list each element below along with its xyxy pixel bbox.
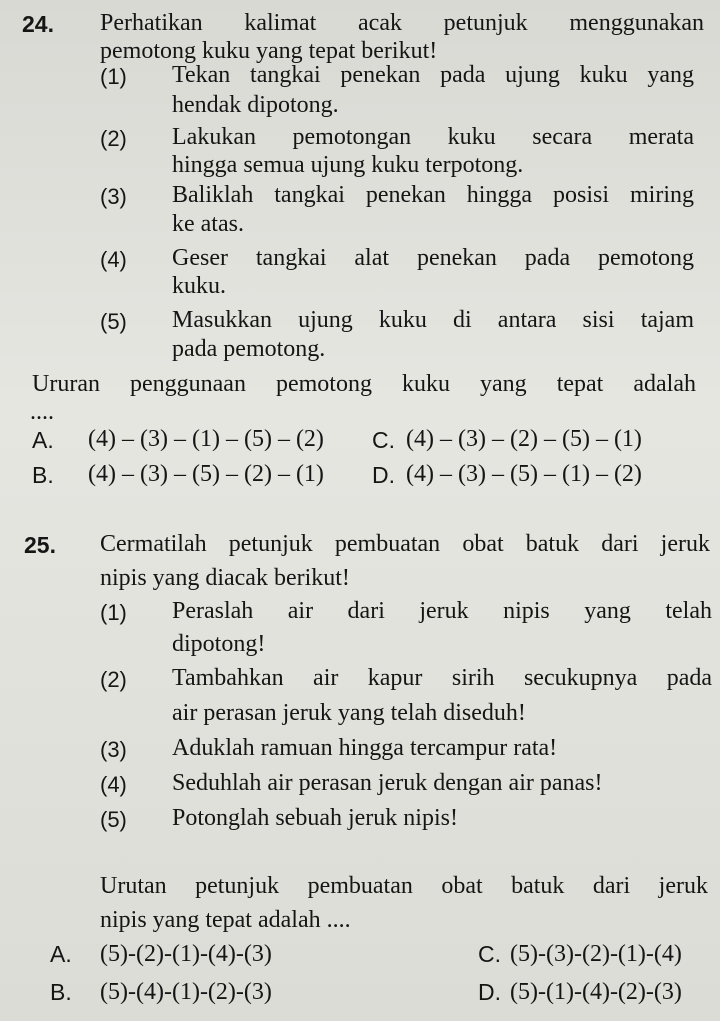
q25-option-d-letter: D. bbox=[478, 979, 501, 1005]
q24-step-5-marker: (5) bbox=[100, 309, 127, 334]
q24-option-a-letter: A. bbox=[32, 427, 54, 453]
q25-step-2-line2: air perasan jeruk yang telah diseduh! bbox=[172, 700, 526, 726]
question-25-intro-line2: nipis yang diacak berikut! bbox=[100, 565, 350, 591]
q24-option-c-letter: C. bbox=[372, 427, 395, 453]
q24-step-5-line2: pada pemotong. bbox=[172, 336, 326, 362]
q25-step-4-marker: (4) bbox=[100, 772, 127, 797]
q25-step-2-marker: (2) bbox=[100, 667, 127, 692]
q25-option-b-text: (5)-(4)-(1)-(2)-(3) bbox=[100, 979, 272, 1005]
q24-option-b-letter: B. bbox=[32, 462, 54, 488]
q25-option-a-text: (5)-(2)-(1)-(4)-(3) bbox=[100, 941, 272, 967]
q24-option-a-text: (4) – (3) – (1) – (5) – (2) bbox=[88, 426, 324, 452]
q24-option-b-text: (4) – (3) – (5) – (2) – (1) bbox=[88, 461, 324, 487]
question-24-number: 24. bbox=[22, 11, 54, 37]
question-25-number: 25. bbox=[24, 532, 56, 558]
q25-step-3-line1: Aduklah ramuan hingga tercampur rata! bbox=[172, 735, 558, 761]
q24-step-5-line1: Masukkan ujung kuku di antara sisi tajam bbox=[172, 307, 694, 333]
q24-option-c-text: (4) – (3) – (2) – (5) – (1) bbox=[406, 426, 642, 452]
question-25-prompt-line1: Urutan petunjuk pembuatan obat batuk dari jeruk bbox=[100, 873, 708, 899]
q25-option-c-letter: C. bbox=[478, 941, 501, 967]
q24-step-1-marker: (1) bbox=[100, 64, 127, 89]
q25-option-c-text: (5)-(3)-(2)-(1)-(4) bbox=[510, 941, 682, 967]
q24-step-4-line1: Geser tangkai alat penekan pada pemotong bbox=[172, 245, 694, 271]
question-24-prompt-line1: Ururan penggunaan pemotong kuku yang tepat adalah bbox=[32, 371, 696, 397]
q24-option-d-text: (4) – (3) – (5) – (1) – (2) bbox=[406, 461, 642, 487]
question-25-intro-line1: Cermatilah petunjuk pembuatan obat batuk dari jeruk bbox=[100, 531, 710, 557]
q24-step-3-marker: (3) bbox=[100, 184, 127, 209]
q24-step-4-marker: (4) bbox=[100, 247, 127, 272]
q25-option-b-letter: B. bbox=[50, 979, 72, 1005]
question-25-prompt-line2: nipis yang tepat adalah .... bbox=[100, 907, 351, 933]
q25-option-a-letter: A. bbox=[50, 941, 72, 967]
q25-step-3-marker: (3) bbox=[100, 737, 127, 762]
q25-step-5-line1: Potonglah sebuah jeruk nipis! bbox=[172, 805, 458, 831]
q24-step-2-marker: (2) bbox=[100, 126, 127, 151]
q24-step-2-line2: hingga semua ujung kuku terpotong. bbox=[172, 152, 524, 178]
q24-step-2-line1: Lakukan pemotongan kuku secara merata bbox=[172, 124, 694, 150]
q24-option-d-letter: D. bbox=[372, 462, 395, 488]
q25-step-2-line1: Tambahkan air kapur sirih secukupnya pada bbox=[172, 665, 712, 691]
question-24-intro-line1: Perhatikan kalimat acak petunjuk menggunakan bbox=[100, 10, 704, 36]
q24-step-1-line2: hendak dipotong. bbox=[172, 92, 339, 118]
question-24-intro-line2: pemotong kuku yang tepat berikut! bbox=[100, 38, 438, 64]
q24-step-3-line2: ke atas. bbox=[172, 211, 244, 237]
q25-step-4-line1: Seduhlah air perasan jeruk dengan air panas! bbox=[172, 770, 603, 796]
q24-step-1-line1: Tekan tangkai penekan pada ujung kuku yang bbox=[172, 62, 694, 88]
q25-step-5-marker: (5) bbox=[100, 807, 127, 832]
q25-step-1-marker: (1) bbox=[100, 600, 127, 625]
q25-option-d-text: (5)-(1)-(4)-(2)-(3) bbox=[510, 979, 682, 1005]
q25-step-1-line2: dipotong! bbox=[172, 631, 266, 657]
q24-step-3-line1: Baliklah tangkai penekan hingga posisi miring bbox=[172, 182, 694, 208]
q24-step-4-line2: kuku. bbox=[172, 273, 226, 299]
question-24-prompt-line2: .... bbox=[30, 399, 54, 425]
q25-step-1-line1: Peraslah air dari jeruk nipis yang telah bbox=[172, 598, 712, 624]
